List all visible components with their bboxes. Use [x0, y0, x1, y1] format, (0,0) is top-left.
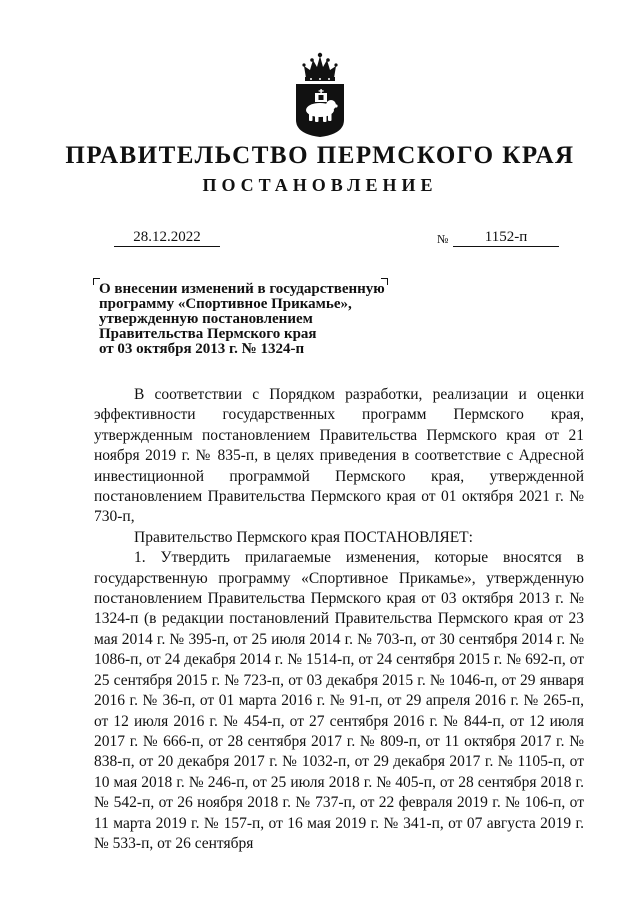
document-date: 28.12.2022	[114, 229, 220, 247]
subject-line: от 03 октября 2013 г. № 1324-п	[99, 341, 305, 357]
perm-krai-coat-of-arms-icon	[292, 52, 348, 138]
body-paragraph-resolution: Правительство Пермского края ПОСТАНОВЛЯЕТ:	[134, 528, 473, 546]
subject-line: утвержденную постановлением	[99, 311, 313, 327]
document-number: 1152-п	[453, 229, 559, 247]
number-label: №	[437, 232, 449, 246]
government-title: ПРАВИТЕЛЬСТВО ПЕРМСКОГО КРАЯ	[65, 142, 575, 169]
crown-icon	[302, 53, 337, 81]
document-subject	[99, 282, 399, 357]
subject-line: О внесении изменений в государственную	[99, 281, 385, 297]
subject-line: программу «Спортивное Прикамье»,	[99, 296, 352, 312]
body-paragraph-preamble: В соответствии с Порядком разработки, реализации и оценки эффективности государственных программ Пермского края, утвержденным постановлением Правительства Пермского края от 21 ноября 2019 г. № 835-п, в целях приведения в соответствие с Адресной инвестиционной программой Пермского края, утвержденной постановлением Правительства Пермского края от 01 октября 2021 г. № 730-п,	[94, 386, 584, 526]
document-body	[94, 385, 584, 854]
subject-line: Правительства Пермского края	[99, 326, 317, 342]
document-type: ПОСТАНОВЛЕНИЕ	[202, 175, 438, 195]
body-paragraph-item-1: 1. Утвердить прилагаемые изменения, которые вносятся в государственную программу «Спортивное Прикамье», утвержденную постановлением Правительства Пермского края от 03 октября 2013 г. № 1324-п (в редакции постановлений Правительства Пермского края от 23 мая 2014 г. № 395-п, от 25 июля 2014 г. № 703-п, от 30 сентября 2014 г. № 1086-п, от 24 декабря 2014 г. № 1514-п, от 24 сентября 2015 г. № 692-п, от 25 сентября 2015 г. № 723-п, от 03 декабря 2015 г. № 1046-п, от 29 января 2016 г. № 36-п, от 01 марта 2016 г. № 91-п, от 29 апреля 2016 г. № 265-п, от 12 июля 2016 г. № 454-п, от 27 сентября 2016 г. № 844-п, от 12 июля 2017 г. № 666-п, от 28 сентября 2017 г. № 809-п, от 11 октября 2017 г. № 838-п, от 20 декабря 2017 г. № 1032-п, от 29 декабря 2017 г. № 1105-п, от 10 мая 2018 г. № 246-п, от 25 июля 2018 г. № 405-п, от 28 сентября 2018 г. № 542-п, от 26 ноября 2018 г. № 737-п, от 22 февраля 2019 г. № 106-п, от 11 марта 2019 г. № 157-п, от 16 мая 2019 г. № 341-п, от 07 августа 2019 г. № 533-п, от 26 сентября	[94, 549, 584, 852]
